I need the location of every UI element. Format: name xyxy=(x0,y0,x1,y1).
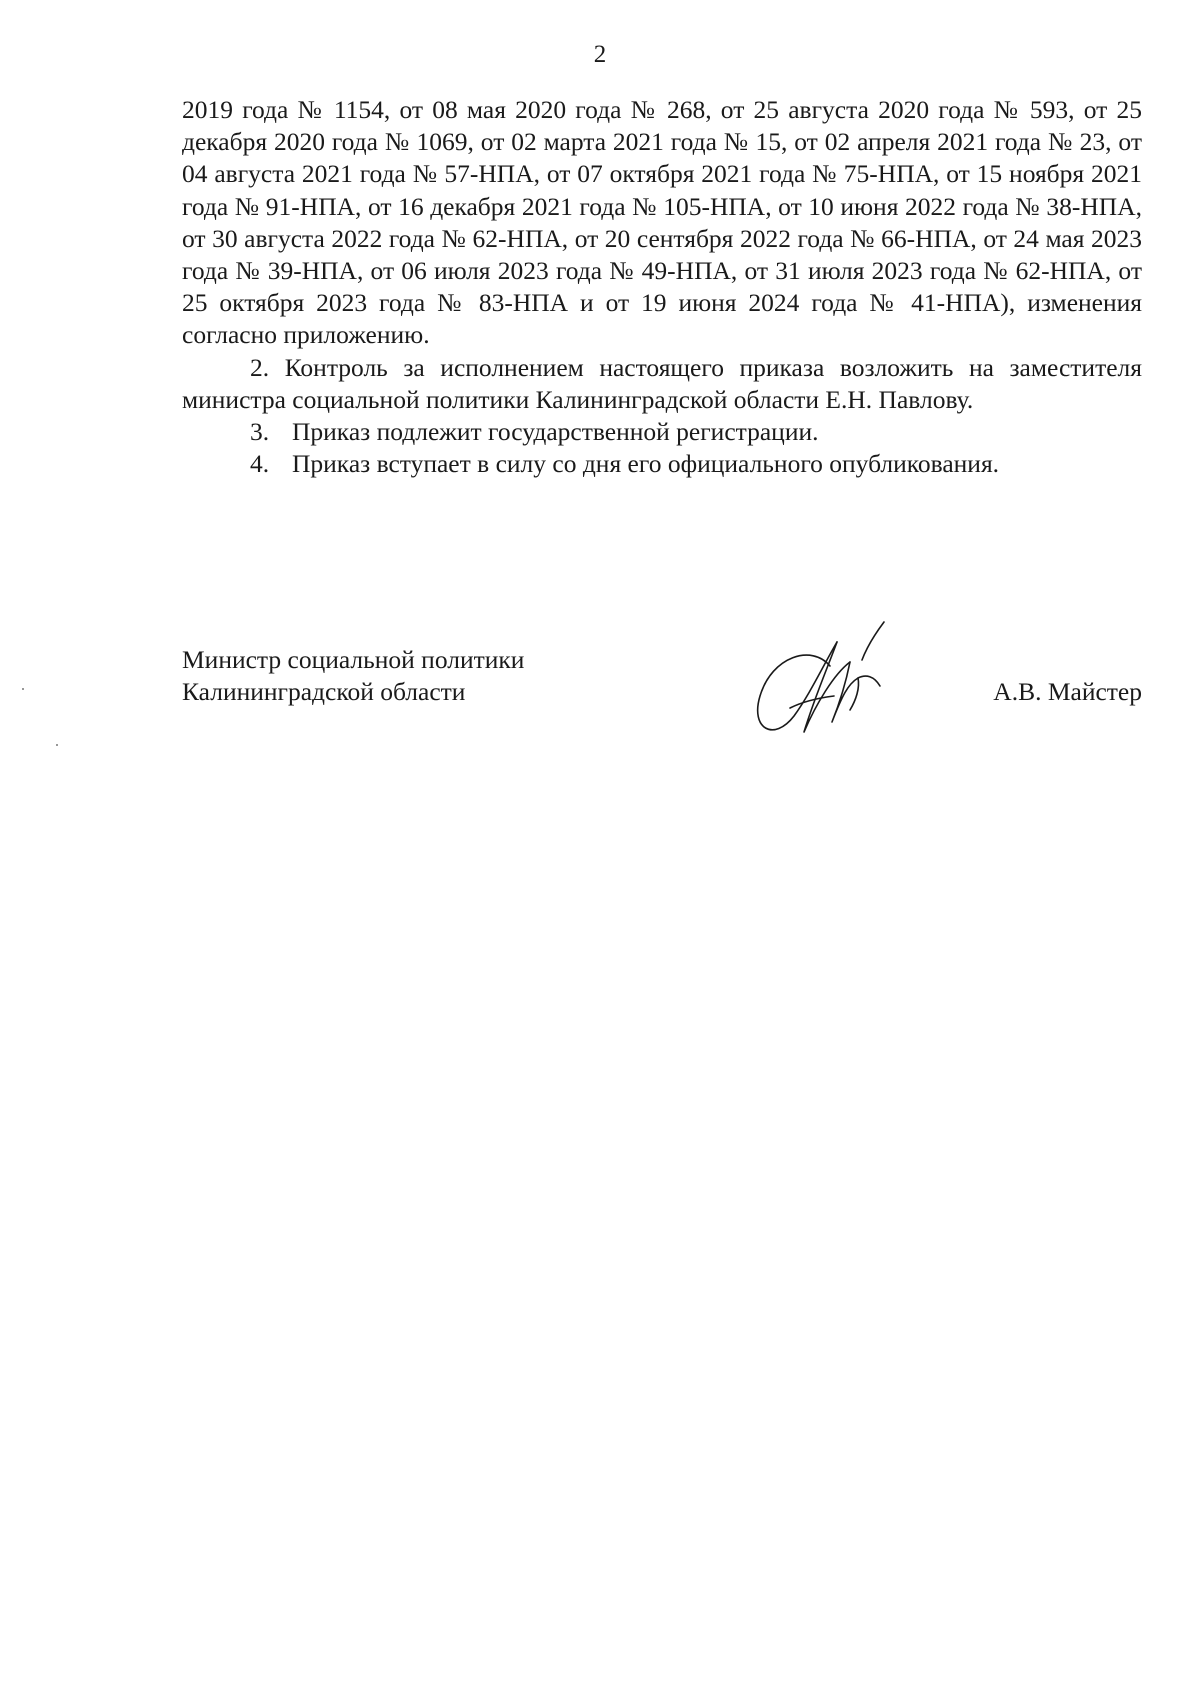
signature-block xyxy=(182,644,1142,764)
signer-name: А.В. Майстер xyxy=(993,677,1142,706)
page-number: 2 xyxy=(593,41,607,68)
signer-title xyxy=(182,644,524,708)
document-body xyxy=(182,94,1142,480)
signer-title-line-2: Калининградской области xyxy=(182,677,466,707)
list-item-text: Приказ подлежит государственной регистрации. xyxy=(292,417,819,447)
numbered-items xyxy=(182,416,1142,480)
scan-speck xyxy=(22,688,24,690)
list-item xyxy=(182,448,1142,480)
list-item-number: 4. xyxy=(250,449,270,479)
list-item-number: 3. xyxy=(250,417,270,447)
amendments-paragraph: 2019 года № 1154, от 08 мая 2020 года № 268, от 25 августа 2020 года № 593, от 25 декабря 2020 года № 1069, от 02 марта 2021 года № 15, от 02 апреля 2021 года № 23, от 04 августа 2021 года № 57-НПА, от 07 октября 2021 года № 75-НПА, от 15 ноября 2021 года № 91-НПА, от 16 декабря 2021 года № 105-НПА, от 10 июня 2022 года № 38-НПА, от 30 августа 2022 года № 62-НПА, от 20 сентября 2022 года № 66-НПА, от 24 мая 2023 года № 39-НПА, от 06 июля 2023 года № 49-НПА, от 31 июля 2023 года № 62-НПА, от 25 октября 2023 года № 83-НПА и от 19 июня 2024 года № 41-НПА), изменения согласно приложению. xyxy=(182,95,1142,350)
handwritten-signature xyxy=(742,604,892,754)
list-item-text: Приказ вступает в силу со дня его официального опубликования. xyxy=(292,449,1000,479)
control-paragraph: 2. Контроль за исполнением настоящего приказа возложить на заместителя министра социальной политики Калининградской области Е.Н. Павлову. xyxy=(182,352,1142,414)
scan-speck xyxy=(56,744,58,746)
signer-title-line-1: Министр социальной политики xyxy=(182,645,525,674)
list-item xyxy=(182,416,1142,448)
